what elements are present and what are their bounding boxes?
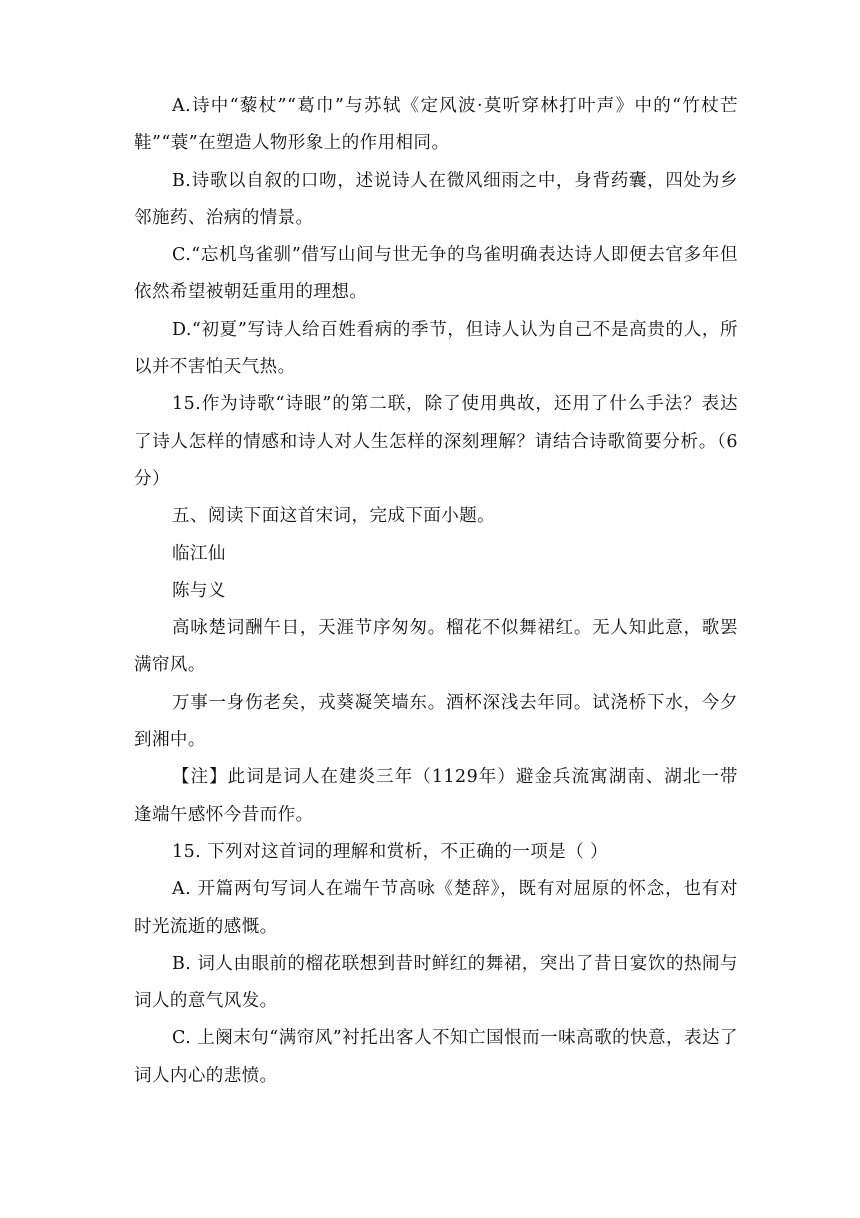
poem-note: 【注】此词是词人在建炎三年（1129年）避金兵流寓湖南、湖北一带逢端午感怀今昔而作。	[134, 767, 738, 825]
answer-option-b: B. 词人由眼前的榴花联想到昔时鲜红的舞裙，突出了昔日宴饮的热闹与词人的意气风发。	[134, 953, 738, 1012]
poem-stanza-1: 高咏楚词酬午日，天涯节序匆匆。榴花不似舞裙红。无人知此意，歌罢满帘风。	[134, 618, 738, 676]
question-15-paragraph: 15.作为诗歌“诗眼”的第二联，除了使用典故，还用了什么手法？表达了诗人怎样的情感和诗人对人生怎样的深刻理解？请结合诗歌简要分析。（6分）	[134, 394, 738, 489]
option-a-paragraph: A.诗中“藜杖”“葛巾”与苏轼《定风波·莫听穿林打叶声》中的“竹杖芒鞋”“蓑”在塑造人物形象上的作用相同。	[134, 96, 738, 154]
poem-author: 陈与义	[172, 580, 226, 601]
question-15-prompt: 15. 下列对这首词的理解和赏析，不正确的一项是（ ）	[172, 841, 609, 862]
answer-option-a: A. 开篇两句写词人在端午节高咏《楚辞》，既有对屈原的怀念，也有对时光流逝的感慨。	[134, 879, 738, 937]
option-d-paragraph: D.“初夏”写诗人给百姓看病的季节，但诗人认为自己不是高贵的人，所以并不害怕天气热。	[134, 319, 738, 378]
option-c-paragraph: C.“忘机鸟雀驯”借写山间与世无争的鸟雀明确表达诗人即便去官多年但依然希望被朝廷重用的理想。	[134, 245, 738, 303]
poem-title: 临江仙	[172, 543, 226, 564]
option-b-paragraph: B.诗歌以自叙的口吻，述说诗人在微风细雨之中，身背药囊，四处为乡邻施药、治病的情景。	[134, 170, 738, 228]
poem-stanza-2: 万事一身伤老矣，戎葵凝笑墙东。酒杯深浅去年同。试浇桥下水，今夕到湘中。	[134, 692, 738, 751]
section-heading: 五、阅读下面这首宋词，完成下面小题。	[172, 506, 496, 527]
answer-option-c: C. 上阕末句“满帘风”衬托出客人不知亡国恨而一味高歌的快意，表达了词人内心的悲愤。	[134, 1028, 738, 1086]
document-page	[134, 88, 738, 1095]
